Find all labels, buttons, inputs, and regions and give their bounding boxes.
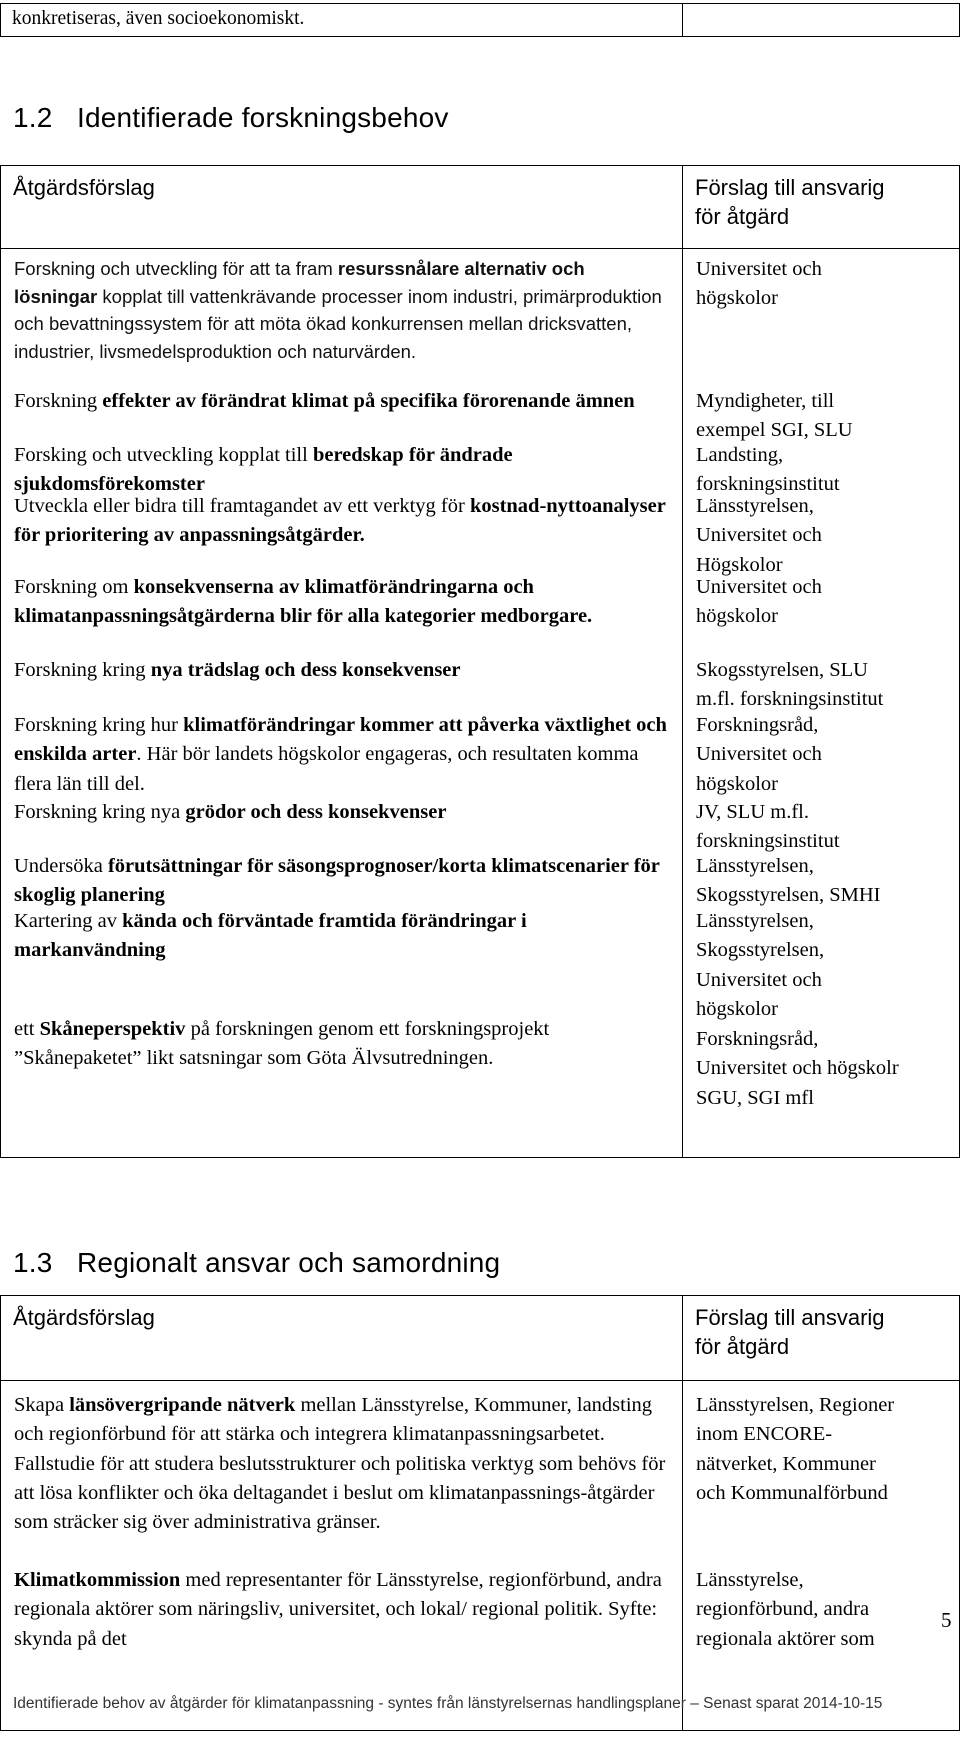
measure-keyword: Klimatkommission bbox=[14, 1569, 181, 1591]
responsible-line: högskolor bbox=[696, 287, 778, 310]
responsible-line: högskolor bbox=[696, 605, 778, 628]
responsible-line: Myndigheter, till bbox=[696, 390, 835, 412]
responsible-line: SGU, SGI mfl bbox=[696, 1086, 814, 1109]
section-title: Identifierade forskningsbehov bbox=[77, 102, 449, 133]
measure-text: Forskning kring hur bbox=[14, 714, 184, 736]
measure-text: Skapa bbox=[14, 1394, 70, 1416]
measures-cell bbox=[1, 1381, 683, 1731]
responsible-line: nätverket, Kommuner bbox=[696, 1452, 876, 1475]
continuation-cell bbox=[1, 4, 683, 37]
measure-text: Undersöka bbox=[14, 855, 108, 877]
measure-item bbox=[14, 492, 670, 573]
table-body-row bbox=[1, 249, 960, 1158]
responsible-line: Universitet och bbox=[696, 743, 822, 766]
section-number: 1.2 bbox=[13, 102, 53, 133]
measure-keyword: förutsättningar för säsongsprognoser/korta klimatscenarier för skoglig planering bbox=[14, 855, 660, 907]
research-needs-table bbox=[0, 165, 960, 1158]
measure-text: med representanter för Länsstyrelse, regionförbund, andra regionala aktörer som näringsliv, universitet, och lokal/ regional politik. Syfte: skynda på det bbox=[14, 1569, 662, 1650]
measure-text: Forskning kring bbox=[14, 659, 151, 681]
measure-item bbox=[14, 441, 670, 496]
measure-keyword: resurssnålare alternativ och lösningar bbox=[14, 258, 585, 307]
responsible-item bbox=[696, 907, 947, 1025]
header-measure-label: Åtgärdsförslag bbox=[13, 175, 155, 200]
responsible-line: Universitet och bbox=[696, 524, 822, 547]
page-number: 5 bbox=[941, 1608, 952, 1632]
responsible-item bbox=[696, 1025, 947, 1113]
measure-text: Forskning om bbox=[14, 576, 134, 598]
measure-text: . Här bör landets högskolor engageras, och resultaten komma flera län till del. bbox=[14, 743, 639, 795]
responsible-line: Länsstyrelsen, bbox=[696, 910, 814, 932]
responsible-line: högskolor bbox=[696, 772, 778, 795]
header-responsible-line2: för åtgärd bbox=[695, 1334, 790, 1359]
responsible-item bbox=[696, 711, 947, 798]
measure-text: Forskning kring nya bbox=[14, 801, 186, 823]
responsible-line: Skogsstyrelsen, bbox=[696, 939, 825, 962]
responsible-item bbox=[696, 255, 947, 387]
responsible-line: Universitet och bbox=[696, 968, 822, 991]
measure-text: Kartering av bbox=[14, 910, 123, 932]
responsible-item bbox=[696, 441, 947, 496]
responsible-line: Länsstyrelse, bbox=[696, 1569, 804, 1591]
page-footer: Identifierade behov av åtgärder för klimatanpassning - syntes från länstyrelsernas handlingsplaner – Senast sparat 2014-10-15 bbox=[13, 1695, 883, 1712]
responsible-line: Forskningsråd, bbox=[696, 714, 819, 736]
header-measure bbox=[1, 1296, 683, 1381]
responsible-line: Landsting, bbox=[696, 444, 784, 466]
measure-item bbox=[14, 711, 670, 798]
responsible-line: regionala aktörer som bbox=[696, 1627, 875, 1650]
measure-keyword: konsekvenserna av klimatförändringarna och klimatanpassningsåtgärderna blir för alla kategorier medborgare. bbox=[14, 576, 593, 628]
measure-keyword: länsövergripande nätverk bbox=[69, 1394, 296, 1416]
continuation-table bbox=[0, 3, 960, 37]
measure-item bbox=[14, 255, 670, 387]
header-measure-label: Åtgärdsförslag bbox=[13, 1305, 155, 1330]
measure-text: på forskningen genom ett forskningsprojekt ”Skånepaketet” likt satsningar som Göta Älvsutredningen. bbox=[14, 1018, 550, 1070]
responsible-line: forskningsinstitut bbox=[696, 830, 840, 853]
responsible-line: Länsstyrelsen, bbox=[696, 855, 814, 877]
responsible-line: Forskningsråd, bbox=[696, 1028, 819, 1050]
responsible-item bbox=[696, 492, 947, 576]
responsible-line: exempel SGI, SLU bbox=[696, 419, 853, 442]
measure-item bbox=[14, 852, 670, 907]
measure-keyword: kända och förväntade framtida förändringar i markanvändning bbox=[14, 910, 527, 962]
measure-item bbox=[14, 1015, 670, 1074]
measure-keyword: kostnad-nyttoanalyser för prioritering av anpassningsåtgärder. bbox=[14, 495, 666, 547]
header-responsible-line1: Förslag till ansvarig bbox=[695, 175, 885, 200]
header-responsible bbox=[683, 166, 960, 249]
responsible-item bbox=[696, 656, 947, 711]
measure-text: kopplat till vattenkrävande processer inom industri, primärproduktion och bevattningssystem för att möta ökad konkurrensen mellan dricksvatten, industrier, livsmedelsproduktion och naturvärden. bbox=[14, 285, 662, 362]
responsible-line: m.fl. forskningsinstitut bbox=[696, 688, 884, 711]
measure-item bbox=[14, 656, 670, 711]
responsible-line: Länsstyrelsen, Regioner bbox=[696, 1394, 895, 1416]
measure-item bbox=[14, 798, 670, 852]
regional-responsibility-table bbox=[0, 1295, 960, 1731]
responsible-line: forskningsinstitut bbox=[696, 473, 840, 496]
responsible-cell bbox=[683, 249, 960, 1158]
responsible-line: högskolor bbox=[696, 997, 778, 1020]
measure-item bbox=[14, 907, 670, 1015]
section-number: 1.3 bbox=[13, 1247, 53, 1278]
measure-keyword: nya trädslag och dess konsekvenser bbox=[150, 659, 461, 681]
table-body-row bbox=[1, 1381, 960, 1731]
continuation-text: konkretiseras, även socioekonomiskt. bbox=[12, 8, 305, 29]
responsible-line: Länsstyrelsen, bbox=[696, 495, 814, 517]
section-heading-1-3 bbox=[13, 1247, 500, 1279]
measure-text: Forskning och utveckling för att ta fram bbox=[14, 258, 338, 279]
responsible-item bbox=[696, 852, 947, 907]
responsible-cell bbox=[683, 1381, 960, 1731]
responsible-item bbox=[696, 387, 947, 441]
continuation-empty-cell bbox=[683, 4, 960, 37]
responsible-line: och Kommunalförbund bbox=[696, 1481, 888, 1504]
responsible-item bbox=[696, 1566, 947, 1654]
responsible-item bbox=[696, 573, 947, 656]
responsible-line: Skogsstyrelsen, SLU bbox=[696, 659, 868, 681]
header-measure bbox=[1, 166, 683, 249]
measure-keyword: klimatförändringar kommer att påverka växtlighet och enskilda arter bbox=[14, 714, 667, 766]
measure-text: ett bbox=[14, 1018, 40, 1040]
responsible-line: regionförbund, andra bbox=[696, 1598, 870, 1621]
measure-keyword: effekter av förändrat klimat på specifika förorenande ämnen bbox=[102, 390, 635, 412]
header-responsible-line1: Förslag till ansvarig bbox=[695, 1305, 885, 1330]
header-responsible-line2: för åtgärd bbox=[695, 204, 790, 229]
measure-text: Utveckla eller bidra till framtagandet av ett verktyg för bbox=[14, 495, 470, 517]
responsible-item bbox=[696, 1391, 947, 1566]
measure-item bbox=[14, 1566, 670, 1654]
responsible-line: Högskolor bbox=[696, 553, 783, 576]
measure-text: mellan Länsstyrelse, Kommuner, landsting och regionförbund för att stärka och integrera klimatanpassningsarbetet. Fallstudie för att studera beslutsstrukturer och politiska verktyg som behövs för att lösa konflikter och öka deltagandet i beslut om klimatanpassnings-åtgärder som sträcker sig över administrativa gränser. bbox=[14, 1394, 666, 1534]
responsible-line: Universitet och högskolr bbox=[696, 1057, 899, 1080]
measure-keyword: beredskap för ändrade sjukdomsförekomster bbox=[14, 444, 513, 496]
responsible-line: Skogsstyrelsen, SMHI bbox=[696, 884, 881, 907]
responsible-item bbox=[696, 798, 947, 852]
header-responsible bbox=[683, 1296, 960, 1381]
responsible-line: Universitet och bbox=[696, 258, 822, 280]
table-header-row bbox=[1, 166, 960, 249]
section-title: Regionalt ansvar och samordning bbox=[77, 1247, 501, 1278]
section-heading-1-2 bbox=[13, 102, 449, 134]
measure-text: Forskning bbox=[14, 390, 103, 412]
measure-item bbox=[14, 573, 670, 656]
measure-item bbox=[14, 387, 670, 441]
measure-keyword: grödor och dess konsekvenser bbox=[185, 801, 447, 823]
responsible-line: JV, SLU m.fl. bbox=[696, 801, 809, 823]
responsible-line: Universitet och bbox=[696, 576, 822, 598]
responsible-line: inom ENCORE- bbox=[696, 1423, 833, 1446]
measure-keyword: Skåneperspektiv bbox=[39, 1018, 186, 1040]
measure-item bbox=[14, 1391, 670, 1566]
measure-text: Forsking och utveckling kopplat till bbox=[14, 444, 313, 466]
measures-cell bbox=[1, 249, 683, 1158]
table-header-row bbox=[1, 1296, 960, 1381]
